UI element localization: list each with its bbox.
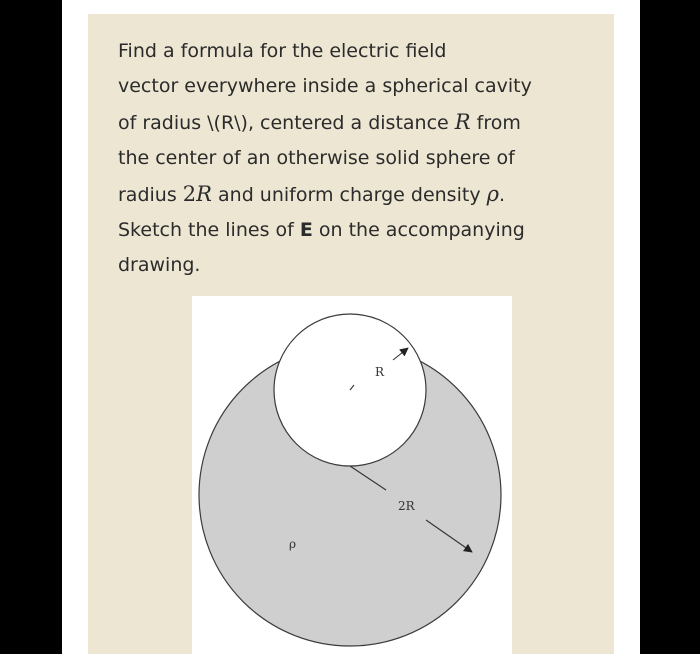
left-black-bar — [0, 0, 62, 654]
density-label: ρ — [289, 537, 297, 551]
problem-line-3-pre: of radius \(R\), centered a distance — [118, 111, 455, 134]
problem-line-5-mid: and uniform charge density — [211, 183, 487, 206]
sphere-radius-label: 2R — [398, 499, 415, 513]
problem-line-3 — [118, 105, 588, 141]
problem-line-1: Find a formula for the electric field — [118, 40, 447, 62]
right-black-bar — [640, 0, 700, 654]
field-vector-symbol: E — [299, 219, 313, 242]
radius-coefficient: 2 — [182, 181, 197, 206]
problem-line-5 — [118, 177, 588, 213]
problem-line-6-pre: Sketch the lines of — [118, 219, 300, 242]
problem-statement — [118, 34, 588, 284]
problem-line-2: vector everywhere inside a spherical cavity — [118, 75, 532, 98]
problem-line-7: drawing. — [118, 254, 201, 277]
sphere-figure — [192, 296, 512, 654]
cavity-radius-label: R — [375, 365, 385, 379]
problem-line-5-pre: radius — [118, 183, 183, 206]
radius-variable: R — [196, 181, 212, 206]
sphere-diagram — [192, 296, 512, 654]
problem-line-5-end: . — [498, 183, 506, 206]
density-symbol: ρ — [486, 181, 499, 206]
distance-variable: R — [454, 109, 471, 134]
problem-line-6-post: on the accompanying — [312, 219, 525, 242]
problem-line-6 — [118, 213, 588, 248]
problem-line-3-post: from — [470, 111, 521, 134]
problem-line-4: the center of an otherwise solid sphere of — [118, 147, 515, 170]
